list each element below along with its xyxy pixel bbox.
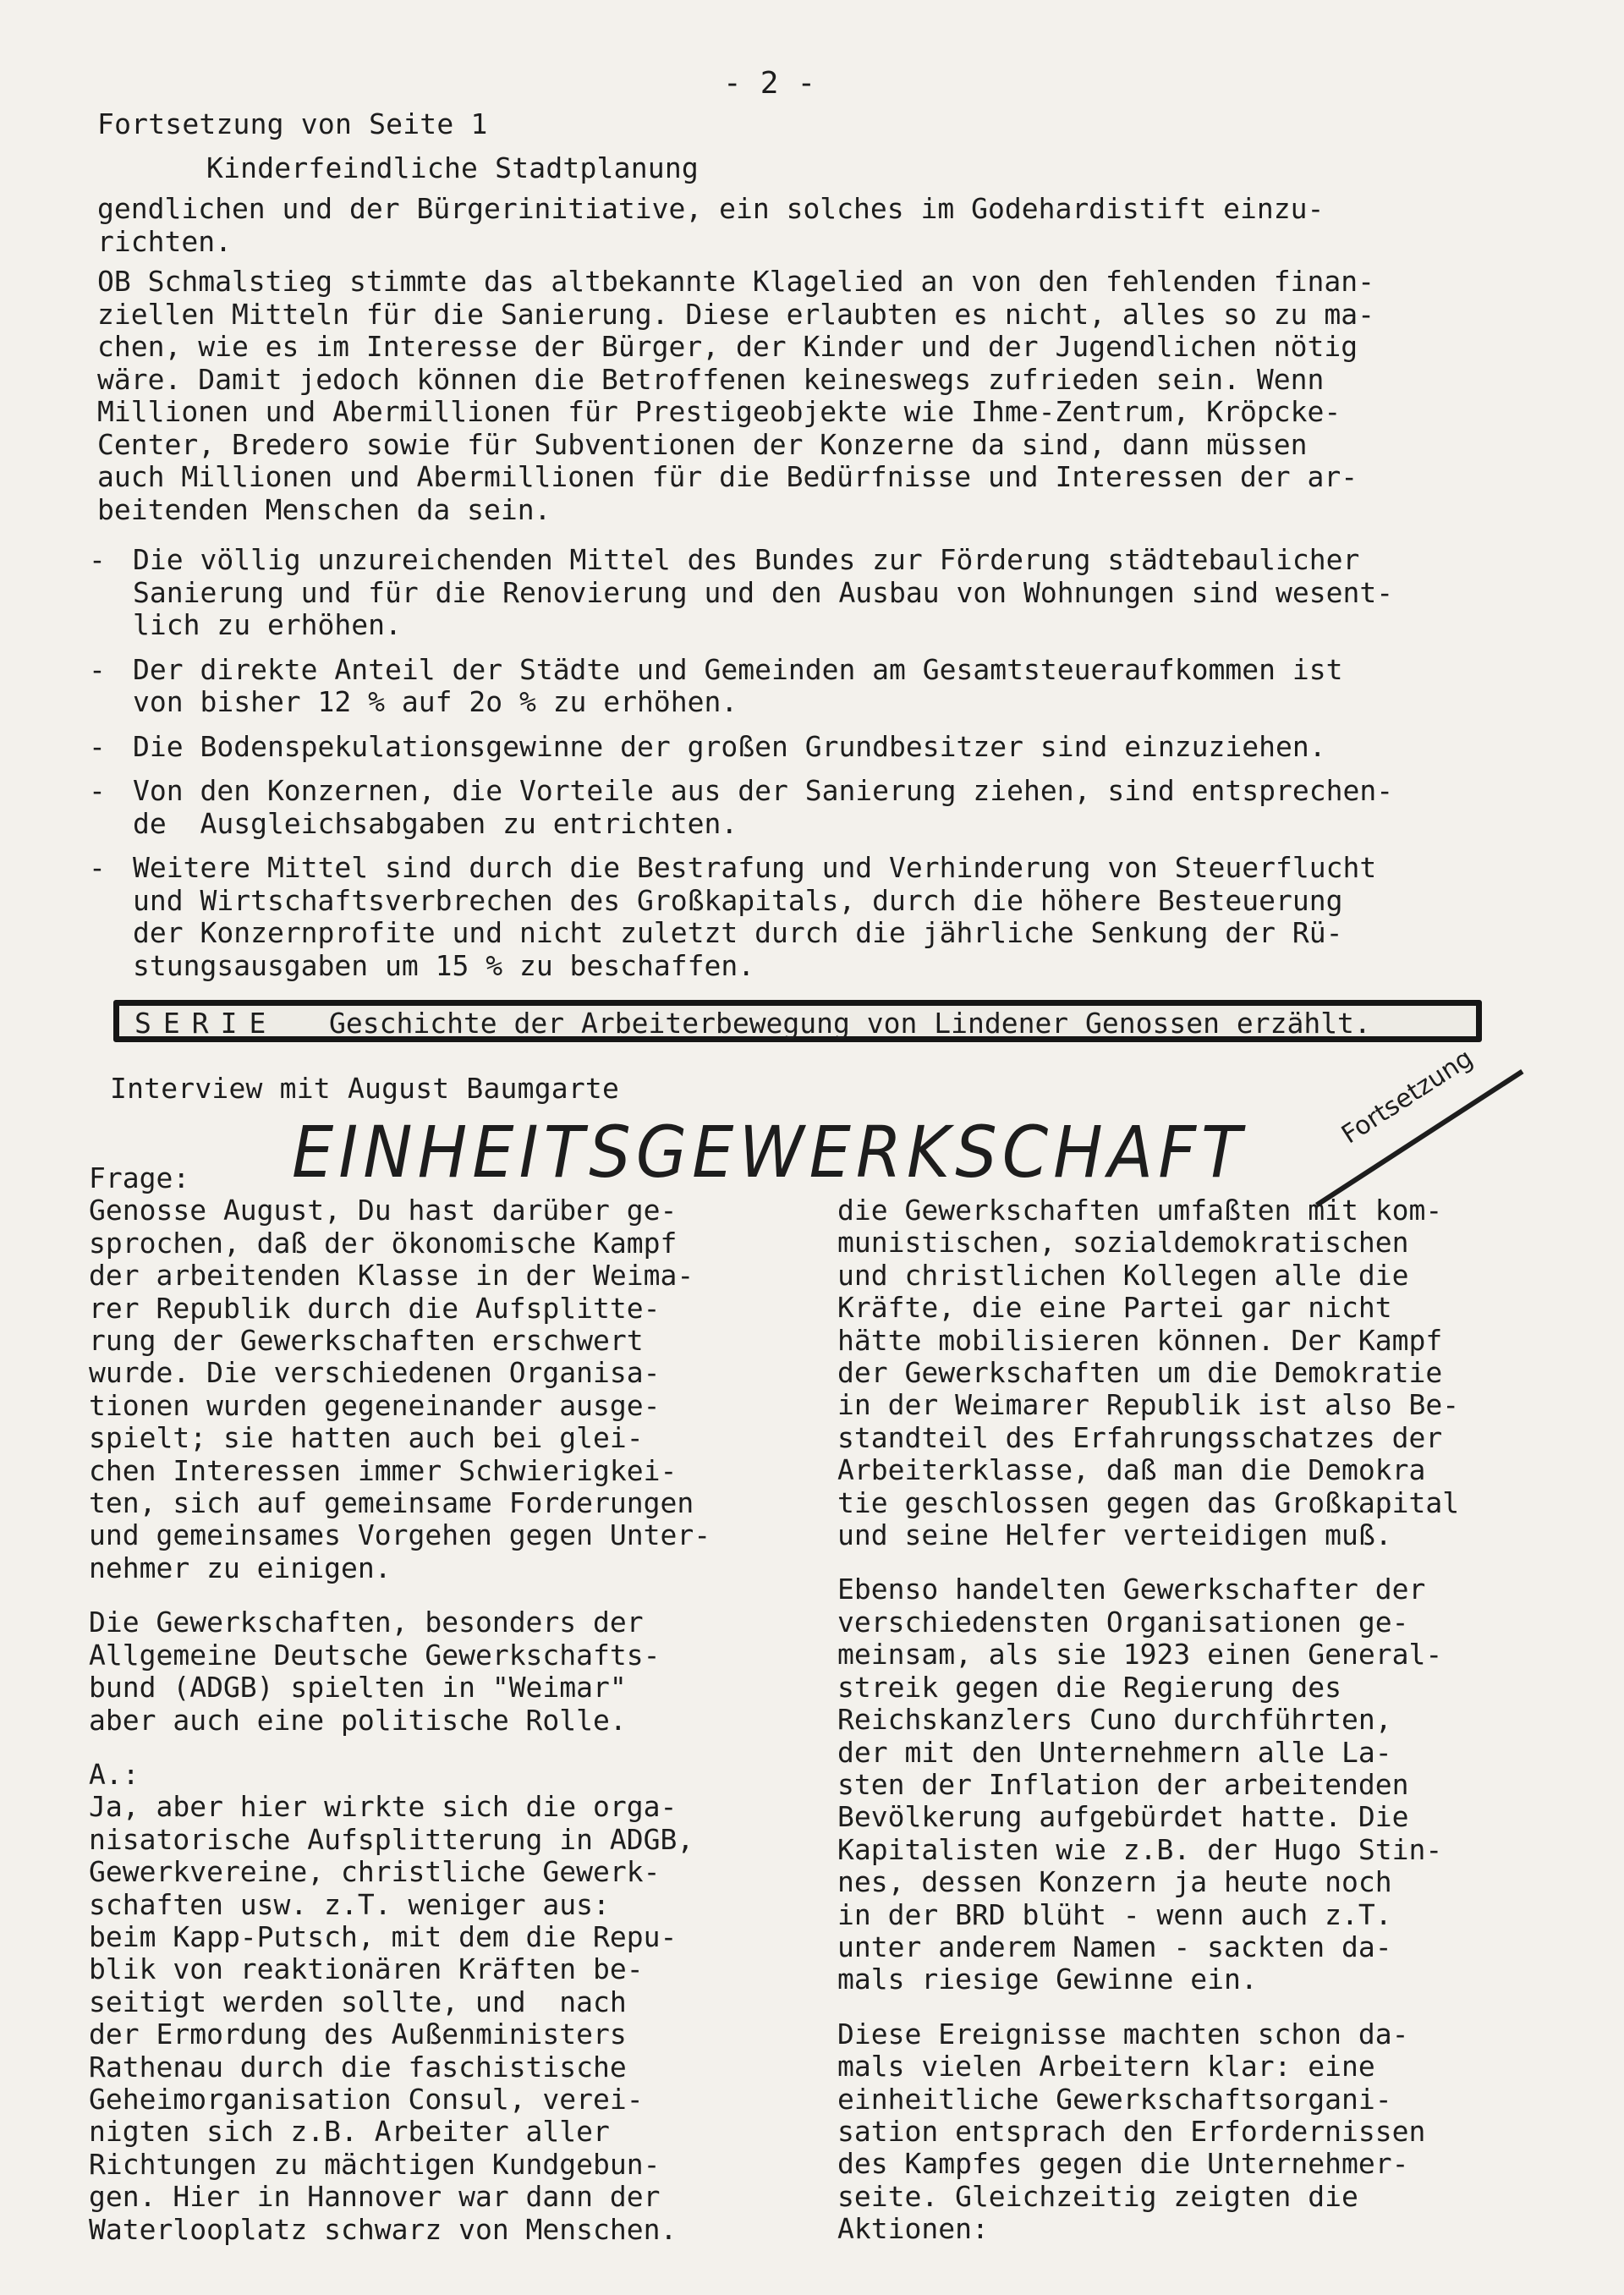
text-line: Bevölkerung aufgebürdet hatte. Die	[837, 1800, 1409, 1834]
paragraph	[89, 1759, 850, 2246]
serie-label: SERIE	[134, 1007, 278, 1040]
bullet-dash: -	[89, 543, 106, 576]
headline: EINHEITSGEWERKSCHAFT	[292, 1112, 1247, 1194]
text-line: Die Bodenspekulationsgewinne der großen Grundbesitzer sind einzuziehen.	[133, 729, 1326, 763]
text-line: Kräfte, die eine Partei gar nicht	[837, 1291, 1392, 1325]
text-line: Center, Bredero sowie für Subventionen der Konzerne da sind, dann müssen	[97, 427, 1308, 461]
text-line: Weitere Mittel sind durch die Bestrafung und Verhinderung von Steuerflucht	[133, 851, 1377, 884]
text-line: streik gegen die Regierung des	[837, 1670, 1342, 1704]
text-line: und seine Helfer verteidigen muß.	[837, 1518, 1392, 1552]
text-line: Von den Konzernen, die Vorteile aus der Sanierung ziehen, sind entsprechen-	[133, 774, 1394, 807]
text-line: des Kampfes gegen die Unternehmer-	[837, 2147, 1409, 2181]
text-line: gendlichen und der Bürgerinitiative, ein solches im Godehardistift einzu-	[97, 192, 1325, 225]
serie-text: Geschichte der Arbeiterbewegung von Lindener Genossen erzählt.	[329, 1007, 1371, 1040]
text-line: spielt; sie hatten auch bei glei-	[89, 1421, 644, 1455]
text-line: auch Millionen und Abermillionen für die Bedürfnisse und Interessen der ar-	[97, 460, 1358, 493]
text-line: chen Interessen immer Schwierigkei-	[89, 1453, 678, 1487]
text-line: tie geschlossen gegen das Großkapital	[837, 1485, 1460, 1519]
text-line: der Gewerkschaften um die Demokratie	[837, 1356, 1443, 1390]
text-line: schaften usw. z.T. weniger aus:	[89, 1887, 610, 1921]
text-line: sprochen, daß der ökonomische Kampf	[89, 1226, 678, 1260]
interview-subtitle: Interview mit August Baumgarte	[110, 1072, 620, 1105]
text-line: und Wirtschaftsverbrechen des Großkapitals, durch die höhere Besteuerung	[133, 883, 1343, 917]
text-line: hätte mobilisieren können. Der Kampf	[837, 1323, 1443, 1357]
text-line: Der direkte Anteil der Städte und Gemeinden am Gesamtsteueraufkommen ist	[133, 652, 1343, 686]
bullet-dash: -	[89, 774, 106, 807]
text-line: beitenden Menschen da sein.	[97, 492, 551, 526]
text-line: tionen wurden gegeneinander ausge-	[89, 1388, 661, 1422]
text-line: meinsam, als sie 1923 einen General-	[837, 1638, 1443, 1672]
text-line: nisatorische Aufsplitterung in ADGB,	[89, 1822, 694, 1856]
bullet-dash: -	[89, 652, 106, 686]
text-line: standteil des Erfahrungsschatzes der	[837, 1420, 1443, 1454]
paragraph	[89, 1162, 850, 1584]
text-line: OB Schmalstieg stimmte das altbekannte Klagelied an von den fehlenden finan-	[97, 265, 1374, 298]
text-line: Aktionen:	[837, 2212, 989, 2246]
text-line: Genosse August, Du hast darüber ge-	[89, 1194, 678, 1227]
text-line: Ebenso handelten Gewerkschafter der	[837, 1573, 1426, 1606]
text-line: nehmer zu einigen.	[89, 1551, 392, 1584]
text-line: ten, sich auf gemeinsame Forderungen	[89, 1486, 694, 1520]
text-line: A.:	[89, 1757, 140, 1791]
paragraph	[837, 2018, 1565, 2246]
text-line: der arbeitenden Klasse in der Weima-	[89, 1259, 694, 1293]
text-line: und gemeinsames Vorgehen gegen Unter-	[89, 1518, 711, 1552]
text-line: die Gewerkschaften umfaßten mit kom-	[837, 1194, 1443, 1227]
bullet-dash: -	[89, 729, 106, 763]
text-line: nigten sich z.B. Arbeiter aller	[89, 2115, 610, 2149]
text-line: de Ausgleichsabgaben zu entrichten.	[133, 806, 738, 840]
text-line: blik von reaktionären Kräften be-	[89, 1952, 644, 1986]
text-line: Rathenau durch die faschistische	[89, 2050, 627, 2084]
text-line: Richtungen zu mächtigen Kundgebun-	[89, 2147, 661, 2181]
text-line: chen, wie es im Interesse der Bürger, der Kinder und der Jugendlichen nötig	[97, 330, 1358, 363]
list-item	[89, 544, 1577, 642]
text-line: sation entsprach den Erfordernissen	[837, 2114, 1426, 2148]
text-line: wäre. Damit jedoch können die Betroffenen keineswegs zufrieden sein. Wenn	[97, 362, 1325, 396]
text-line: Kapitalisten wie z.B. der Hugo Stin-	[837, 1832, 1443, 1866]
fortsetzung-tag: Fortsetzung	[1336, 1043, 1479, 1150]
main-paragraph	[97, 266, 1552, 526]
text-line: lich zu erhöhen.	[133, 608, 402, 641]
text-line: stungsausgaben um 15 % zu beschaffen.	[133, 948, 755, 982]
text-line: Geheimorganisation Consul, verei-	[89, 2082, 644, 2116]
text-line: aber auch eine politische Rolle.	[89, 1703, 627, 1737]
text-line: Die Gewerkschaften, besonders der	[89, 1606, 644, 1639]
right-column	[837, 1194, 1565, 2246]
paragraph	[89, 1606, 850, 1737]
text-line: rer Republik durch die Aufsplitte-	[89, 1291, 661, 1325]
text-line: munistischen, sozialdemokratischen	[837, 1226, 1409, 1260]
left-column	[89, 1162, 850, 2246]
text-line: der Ermordung des Außenministers	[89, 2018, 627, 2051]
text-line: der mit den Unternehmern alle La-	[837, 1735, 1392, 1769]
text-line: sten der Inflation der arbeitenden	[837, 1767, 1409, 1801]
text-line: ziellen Mitteln für die Sanierung. Diese erlaubten es nicht, alles so zu ma-	[97, 297, 1374, 331]
paragraph-gap	[89, 1737, 850, 1759]
paragraph	[837, 1573, 1565, 1996]
text-line: mals vielen Arbeitern klar: eine	[837, 2050, 1375, 2084]
list-item	[89, 654, 1577, 719]
bullet-dash: -	[89, 851, 106, 884]
text-line: in der Weimarer Republik ist also Be-	[837, 1388, 1460, 1422]
text-line: der Konzernprofite und nicht zuletzt durch die jährliche Senkung der Rü-	[133, 916, 1343, 949]
text-line: von bisher 12 % auf 2o % zu erhöhen.	[133, 685, 738, 718]
text-line: in der BRD blüht - wenn auch z.T.	[837, 1897, 1392, 1931]
text-line: seite. Gleichzeitig zeigten die	[837, 2179, 1358, 2213]
article-title: Kinderfeindliche Stadtplanung	[206, 151, 699, 184]
text-line: verschiedensten Organisationen ge-	[837, 1605, 1409, 1639]
text-line: unter anderem Namen - sackten da-	[837, 1930, 1392, 1963]
text-line: beim Kapp-Putsch, mit dem die Repu-	[89, 1919, 678, 1953]
text-line: rung der Gewerkschaften erschwert	[89, 1324, 644, 1358]
text-line: Sanierung und für die Renovierung und den Ausbau von Wohnungen sind wesent-	[133, 575, 1394, 609]
text-line: Reichskanzlers Cuno durchführten,	[837, 1703, 1392, 1737]
text-line: Ja, aber hier wirkte sich die orga-	[89, 1790, 678, 1824]
text-line: seitigt werden sollte, und nach	[89, 1985, 627, 2018]
text-line: Frage:	[89, 1161, 190, 1194]
text-line: wurde. Die verschiedenen Organisa-	[89, 1356, 661, 1390]
demands-list	[89, 544, 1577, 994]
text-line: Gewerkvereine, christliche Gewerk-	[89, 1855, 661, 1889]
continuation-note: Fortsetzung von Seite 1	[97, 107, 488, 140]
text-line: Allgemeine Deutsche Gewerkschafts-	[89, 1638, 661, 1672]
serie-banner	[113, 1000, 1482, 1042]
text-line: nes, dessen Konzern ja heute noch	[837, 1865, 1392, 1899]
list-item	[89, 775, 1577, 840]
text-line: bund (ADGB) spielten in "Weimar"	[89, 1671, 627, 1705]
text-line: gen. Hier in Hannover war dann der	[89, 2180, 661, 2214]
text-line: Die völlig unzureichenden Mittel des Bundes zur Förderung städtebaulicher	[133, 543, 1360, 576]
intro-paragraph	[97, 193, 1552, 258]
text-line: Millionen und Abermillionen für Prestigeobjekte wie Ihme-Zentrum, Kröpcke-	[97, 395, 1341, 428]
text-line: Arbeiterklasse, daß man die Demokra	[837, 1453, 1426, 1487]
list-item	[89, 852, 1577, 982]
list-item	[89, 731, 1577, 764]
text-line: Diese Ereignisse machten schon da-	[837, 2017, 1409, 2051]
text-line: einheitliche Gewerkschaftsorgani-	[837, 2082, 1392, 2116]
paragraph-gap	[837, 1996, 1565, 2018]
text-line: Waterlooplatz schwarz von Menschen.	[89, 2212, 678, 2246]
paragraph-gap	[89, 1584, 850, 1606]
text-line: mals riesige Gewinne ein.	[837, 1963, 1258, 1996]
page-number: - 2 -	[723, 66, 816, 101]
text-line: und christlichen Kollegen alle die	[837, 1258, 1409, 1292]
paragraph	[837, 1194, 1565, 1551]
paragraph-gap	[837, 1551, 1565, 1573]
text-line: richten.	[97, 224, 232, 258]
